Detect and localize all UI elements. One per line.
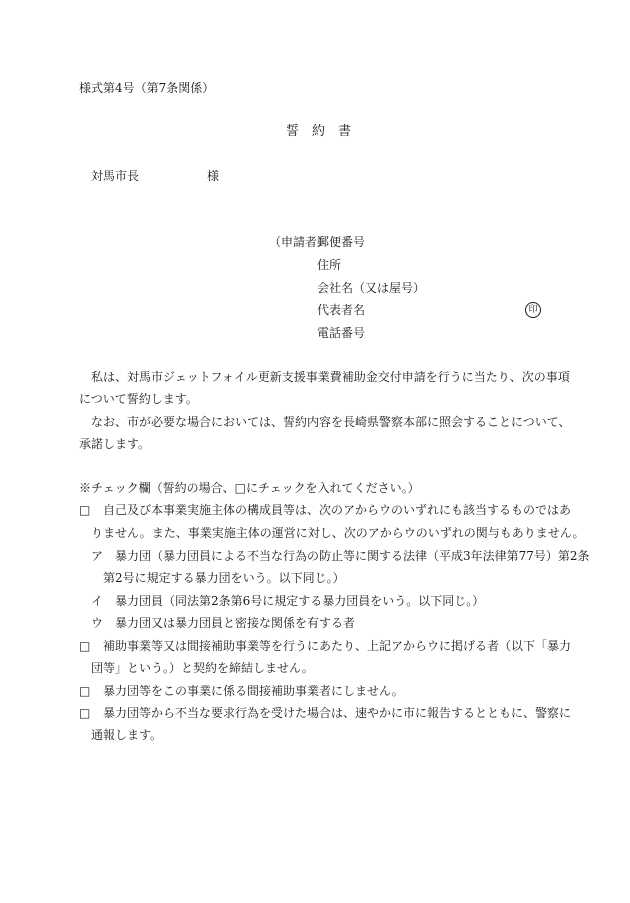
form-number: 様式第4号（第7条関係） — [79, 81, 215, 95]
check-instruction: ※チェック欄（誓約の場合、□にチェックを入れてください。） — [79, 481, 420, 495]
seal-mark: 印 — [525, 302, 541, 318]
postal-code-label: 郵便番号 — [317, 235, 366, 249]
checkbox-item-4[interactable]: □ — [79, 706, 91, 720]
checkbox-item-3[interactable]: □ — [79, 684, 91, 698]
subitem-a-line: 暴力団（暴力団員による不当な行為の防止等に関する法律（平成3年法律第77号）第2条 — [115, 549, 590, 563]
subitem-a-label: ア — [91, 549, 104, 563]
item-3-line: 暴力団等をこの事業に係る間接補助事業者にしません。 — [103, 684, 404, 698]
pledge-paragraph-line: 私は、対馬市ジェットフォイル更新支援事業費補助金交付申請を行うに当たり、次の事項 — [79, 370, 570, 384]
document-title: 誓 約 書 — [286, 124, 352, 139]
item-2-line: 団等」という。）と契約を締結しません。 — [91, 661, 314, 675]
subitem-a-line: 第2号に規定する暴力団をいう。以下同じ。） — [103, 571, 345, 585]
consent-paragraph-line: なお、市が必要な場合においては、誓約内容を長崎県警察本部に照会することについて、 — [79, 415, 571, 429]
applicant-label: （申請者） — [269, 235, 330, 249]
subitem-u-label: ウ — [91, 616, 104, 630]
phone-label: 電話番号 — [317, 326, 366, 340]
checkbox-item-1[interactable]: □ — [79, 503, 91, 517]
pledge-paragraph-line: について誓約します。 — [79, 392, 198, 406]
representative-label: 代表者名 — [317, 303, 366, 317]
item-4-line: 通報します。 — [91, 728, 163, 742]
checkbox-item-2[interactable]: □ — [79, 639, 91, 653]
addressee-honorific: 様 — [207, 169, 220, 183]
item-2-line: 補助事業等又は間接補助事業等を行うにあたり、上記アからウに掲げる者（以下「暴力 — [103, 639, 572, 653]
subitem-i-line: 暴力団員（同法第2条第6号に規定する暴力団員をいう。以下同じ。） — [115, 594, 485, 608]
addressee-name: 対馬市長 — [91, 169, 140, 183]
item-1-line: 自己及び本事業実施主体の構成員等は、次のアからウのいずれにも該当するものではあ — [103, 503, 572, 517]
item-4-line: 暴力団等から不当な要求行為を受けた場合は、速やかに市に報告するとともに、警察に — [103, 706, 572, 720]
item-1-line: りません。また、事業実施主体の運営に対し、次のアからウのいずれの関与もありません。 — [91, 526, 585, 540]
subitem-u-line: 暴力団又は暴力団員と密接な関係を有する者 — [115, 616, 356, 630]
address-label: 住所 — [317, 258, 342, 272]
subitem-i-label: イ — [91, 594, 104, 608]
company-label: 会社名（又は屋号） — [317, 281, 426, 295]
consent-paragraph-line: 承諾します。 — [79, 437, 151, 451]
